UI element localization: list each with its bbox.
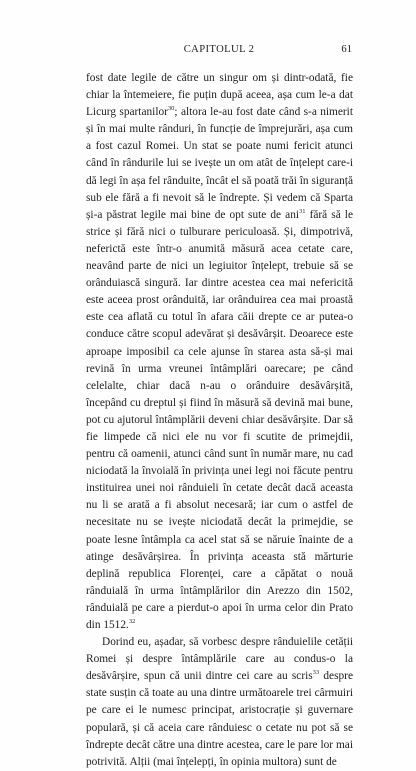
body-text bbox=[86, 70, 353, 771]
footnote-ref-31: 31 bbox=[299, 207, 306, 215]
text-segment: fără să le strice și fără nici o tulburare periculoasă. Și, dimpotrivă, neferictă este într-o anumită măsură acea cetate care, neavând parte de nici un legiuitor înțelept, trebuie să se orânduiască singură. Iar dintre acestea cea mai nefericită este aceea prost orânduită, iar orânduirea cea mai proastă este cea aflată cu totul în afara căii drepte ce ar putea-o conduce către scopul adevărat și desăvârșit. Deoarece este aproape imposibil ca cele ajunse în starea asta să-și mai revină în urma vreunei întâmplări oarecare; pe când celelalte, chiar dacă n-au o orânduire desăvârșită, începând cu dreptul și fiind în măsură să devină mai bune, pot cu ajutorul întâmplării deveni chiar desăvârșite. Dar să fie limpede că nici ele nu vor fi scutite de primejdii, pentru că oamenii, atunci când sunt în număr mare, nu cad niciodată la învoială în privința unei legi noi făcute pentru instituirea unei noi rânduieli în cetate decât dacă aceasta nu li se arată a fi absolut necesară; iar cum o astfel de necesitate nu se ivește niciodată decât la primejdie, se poate lesne întâmpla ca acel stat să se năruie înainte de a atinge desăvârșirea. În privința aceasta stă mărturie deplină republica Florenței, care a căpătat o nouă rânduială în urma întâmplărilor din Arezzo din 1502, rânduială pe care a pierdut-o apoi în urma celor din Prato din 1512. bbox=[86, 208, 353, 631]
paragraph-2 bbox=[86, 634, 353, 771]
paragraph-1 bbox=[86, 70, 353, 634]
page-number: 61 bbox=[341, 44, 352, 55]
footnote-ref-30: 30 bbox=[167, 105, 175, 113]
text-segment: despre state susțin că toate au una dintre următoarele trei cârmuiri pe care ei le numesc principat, aristocrație și guvernare populară, și că aceia care rânduiesc o cetate nu pot să se îndrepte decât către una dintre acestea, care le pare lor mai potrivită. Alții (mai înțelepți, în opinia multora) sunt de bbox=[86, 670, 353, 768]
text-segment: ; altora le-au fost date când s-a nimerit și în mai multe rânduri, în funcție de împrejurări, așa cum a fost cazul Romei. Un stat se poate numi fericit atunci când în rândurile lui se ivește un om atât de înțelept care-i dă legi în așa fel rânduite, încât el să poată trăi în siguranță sub ele fără a fi nevoit să le îndrepte. Și vedem că Sparta și-a păstrat legile mai bine de opt sute de ani bbox=[86, 106, 353, 221]
running-header bbox=[86, 44, 352, 58]
text-segment: fost date legile de către un singur om și dintr-odată, fie chiar la întemeiere, fie puțin după aceea, așa cum le-a dat Licurg spartanilor bbox=[86, 72, 353, 119]
text-segment: Dorind eu, așadar, să vorbesc despre rânduielile cetății Romei și despre întâmplările care au condus-o la desăvârșire, spun că unii dintre cei care au scris bbox=[86, 636, 353, 683]
chapter-title: CAPITOLUL 2 bbox=[183, 44, 255, 55]
footnote-ref-33: 33 bbox=[312, 669, 320, 677]
footnote-ref-32: 32 bbox=[128, 618, 136, 625]
